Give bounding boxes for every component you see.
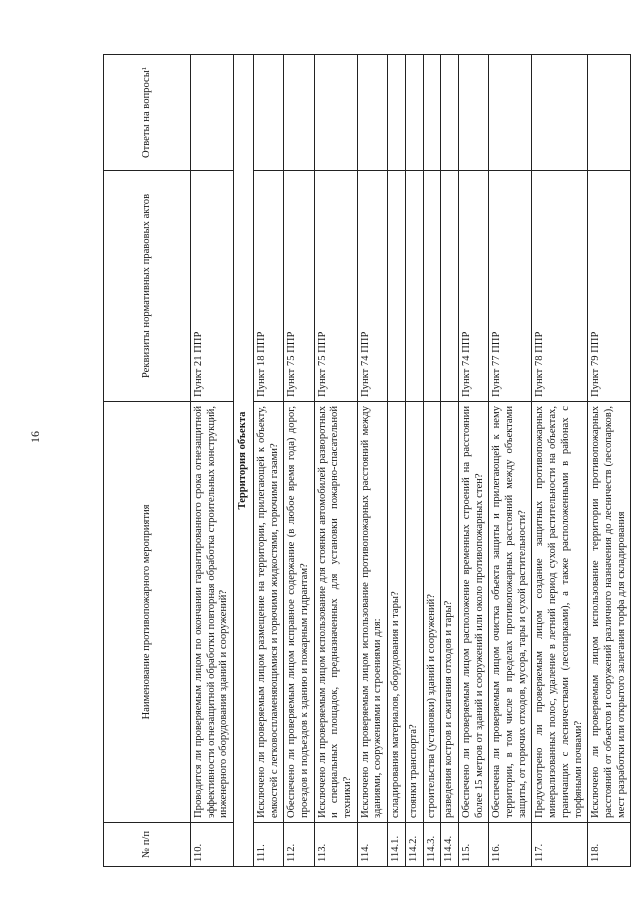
- row-name: Исключено ли проверяемым лицом размещение на территории, прилегающей к объекту, емкостей с легковоспламеняющимися и горючими жидкостями, горючими газами?: [253, 402, 283, 823]
- row-number: 114.: [357, 823, 387, 867]
- table-row: [357, 55, 387, 867]
- row-answer: [441, 55, 459, 171]
- fire-safety-checklist-table: [103, 54, 631, 867]
- row-name: Исключено ли проверяемым лицом использование для стоянки автомобилей разворотных и специальных площадок, предназначенных для установки пожарно-спасательной техники?: [314, 402, 357, 823]
- rotated-page: [103, 55, 627, 867]
- row-name: Проводится ли проверяемым лицом по окончании гарантированного срока огнезащитной эффективности огнезащитной обработки повторная обработка строительных конструкций, инженерного оборудования зданий и сооружений?: [191, 402, 234, 823]
- table-row: [441, 55, 459, 867]
- row-name: складирования материалов, оборудования и тары?: [388, 402, 406, 823]
- row-reference: Пункт 74 ППР: [357, 171, 387, 402]
- row-number: 112.: [284, 823, 314, 867]
- row-answer: [357, 55, 387, 171]
- table-body: [191, 55, 631, 867]
- row-number: 118.: [588, 823, 631, 867]
- section-title: Территория объекта: [234, 55, 254, 867]
- table-row: [284, 55, 314, 867]
- row-number: 111.: [253, 823, 283, 867]
- section-row: [234, 55, 254, 867]
- row-reference: [405, 171, 423, 402]
- row-number: 116.: [489, 823, 532, 867]
- row-answer: [405, 55, 423, 171]
- header-name: Наименование противопожарного мероприятия: [104, 402, 191, 823]
- table-row: [489, 55, 532, 867]
- row-answer: [284, 55, 314, 171]
- table-row: [423, 55, 441, 867]
- row-answer: [388, 55, 406, 171]
- row-number: 115.: [458, 823, 488, 867]
- table-row: [532, 55, 588, 867]
- table-row: [191, 55, 234, 867]
- row-reference: Пункт 78 ППР: [532, 171, 588, 402]
- row-reference: Пункт 21 ППР: [191, 171, 234, 402]
- row-reference: Пункт 18 ППР: [253, 171, 283, 402]
- row-answer: [458, 55, 488, 171]
- row-name: Обеспечено ли проверяемым лицом расположение временных строений на расстоянии более 15 метров от зданий и сооружений или около противопожарных стен?: [458, 402, 488, 823]
- row-answer: [532, 55, 588, 171]
- table-row: [588, 55, 631, 867]
- table-row: [458, 55, 488, 867]
- row-answer: [314, 55, 357, 171]
- row-reference: Пункт 79 ППР: [588, 171, 631, 402]
- row-number: 114.2.: [405, 823, 423, 867]
- row-answer: [253, 55, 283, 171]
- row-answer: [489, 55, 532, 171]
- row-number: 113.: [314, 823, 357, 867]
- row-reference: Пункт 77 ППР: [489, 171, 532, 402]
- row-number: 114.3.: [423, 823, 441, 867]
- row-number: 114.1.: [388, 823, 406, 867]
- table-row: [253, 55, 283, 867]
- row-reference: [441, 171, 459, 402]
- row-name: Обеспечено ли проверяемым лицом исправное содержание (в любое время года) дорог, проездов и подъездов к зданию и пожарным гидрантам?: [284, 402, 314, 823]
- row-name: стоянки транспорта?: [405, 402, 423, 823]
- row-name: Исключено ли проверяемым лицом использование территории противопожарных расстояний от объектов и сооружений различного назначения до лесничеств (лесопарков), мест разработки или открытого залегания торфа для складирования: [588, 402, 631, 823]
- row-name: Исключено ли проверяемым лицом использование противопожарных расстояний между зданиями, сооружениями и строениями для:: [357, 402, 387, 823]
- row-reference: Пункт 75 ППР: [314, 171, 357, 402]
- table-row: [405, 55, 423, 867]
- row-number: 114.4.: [441, 823, 459, 867]
- header-ref: Реквизиты нормативных правовых актов: [104, 171, 191, 402]
- row-number: 110.: [191, 823, 234, 867]
- table-row: [388, 55, 406, 867]
- header-answer: Ответы на вопросы¹: [104, 55, 191, 171]
- row-name: разведения костров и сжигания отходов и тары?: [441, 402, 459, 823]
- row-answer: [588, 55, 631, 171]
- row-answer: [191, 55, 234, 171]
- row-reference: Пункт 75 ППР: [284, 171, 314, 402]
- row-name: Обеспечена ли проверяемым лицом очистка объекта защиты и прилегающей к нему территории, в том числе в пределах противопожарных расстояний между объектами защиты, от горючих отходов, мусора, тары и сухой растительности?: [489, 402, 532, 823]
- row-reference: [423, 171, 441, 402]
- table-header-row: [104, 55, 191, 867]
- row-reference: [388, 171, 406, 402]
- row-answer: [423, 55, 441, 171]
- row-name: Предусмотрено ли проверяемым лицом создание защитных противопожарных минерализованных полос, удаление в летний период сухой растительности на объектах, граничащих с лесничествами (лесопарками), а также расположенными в районах с торфяными почвами?: [532, 402, 588, 823]
- row-number: 117.: [532, 823, 588, 867]
- header-num: № п/п: [104, 823, 191, 867]
- row-reference: Пункт 74 ППР: [458, 171, 488, 402]
- row-name: строительства (установки) зданий и сооружений?: [423, 402, 441, 823]
- table-row: [314, 55, 357, 867]
- page-number: 16: [28, 431, 42, 443]
